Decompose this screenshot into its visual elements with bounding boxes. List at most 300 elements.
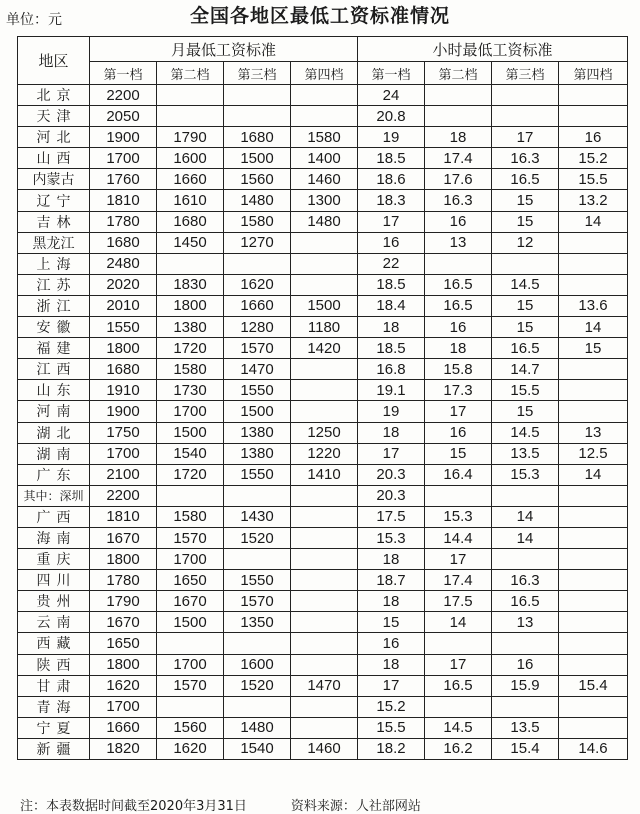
hourly-wage-cell: 20.3 (358, 485, 425, 506)
monthly-wage-cell: 1500 (157, 612, 224, 633)
region-cell: 甘肃 (18, 675, 90, 696)
monthly-wage-cell: 2100 (90, 464, 157, 485)
monthly-wage-cell: 1610 (157, 190, 224, 211)
monthly-wage-cell (291, 274, 358, 295)
monthly-wage-cell (291, 612, 358, 633)
table-row (18, 401, 628, 422)
monthly-wage-cell: 1570 (157, 675, 224, 696)
region-cell: 贵州 (18, 591, 90, 612)
region-cell: 青海 (18, 696, 90, 717)
monthly-wage-cell: 1800 (90, 654, 157, 675)
hourly-wage-cell (492, 485, 559, 506)
footer (20, 795, 421, 814)
monthly-wage-cell: 1480 (291, 211, 358, 232)
table-row (18, 232, 628, 253)
monthly-wage-cell (291, 506, 358, 527)
monthly-wage-cell: 1620 (224, 274, 291, 295)
monthly-wage-cell (157, 106, 224, 127)
tier-header: 第一档 (358, 62, 425, 85)
hourly-wage-cell: 17 (358, 211, 425, 232)
monthly-wage-cell (224, 106, 291, 127)
region-cell: 广西 (18, 506, 90, 527)
region-cell: 广东 (18, 464, 90, 485)
table-row (18, 612, 628, 633)
hourly-wage-cell (559, 253, 628, 274)
table-row (18, 549, 628, 570)
hourly-wage-cell: 16 (425, 211, 492, 232)
monthly-wage-cell: 1460 (291, 738, 358, 759)
region-cell: 天津 (18, 106, 90, 127)
monthly-wage-cell (157, 696, 224, 717)
hourly-wage-cell: 14.4 (425, 527, 492, 548)
monthly-wage-cell: 1720 (157, 338, 224, 359)
table-row (18, 506, 628, 527)
tier-header: 第三档 (492, 62, 559, 85)
monthly-wage-cell: 1790 (157, 127, 224, 148)
hourly-wage-cell: 24 (358, 85, 425, 106)
monthly-wage-cell (291, 696, 358, 717)
hourly-wage-cell: 18.7 (358, 570, 425, 591)
monthly-wage-cell: 1500 (291, 295, 358, 316)
hourly-wage-cell (559, 232, 628, 253)
monthly-wage-cell: 1500 (157, 422, 224, 443)
monthly-wage-cell: 1760 (90, 169, 157, 190)
monthly-wage-cell: 1910 (90, 380, 157, 401)
table-row (18, 675, 628, 696)
hourly-wage-cell (425, 106, 492, 127)
monthly-wage-cell: 1540 (157, 443, 224, 464)
monthly-wage-cell: 1620 (157, 738, 224, 759)
monthly-wage-cell (157, 485, 224, 506)
hourly-wage-cell: 17.5 (425, 591, 492, 612)
hourly-wage-cell (559, 591, 628, 612)
table-row (18, 106, 628, 127)
hourly-wage-cell: 13 (425, 232, 492, 253)
header-row-tiers (18, 62, 628, 85)
monthly-wage-cell: 1830 (157, 274, 224, 295)
hourly-wage-cell: 15 (492, 190, 559, 211)
region-cell: 西藏 (18, 633, 90, 654)
hourly-wage-cell: 12.5 (559, 443, 628, 464)
region-cell: 浙江 (18, 295, 90, 316)
monthly-wage-cell: 1520 (224, 527, 291, 548)
region-cell: 湖北 (18, 422, 90, 443)
hourly-wage-cell: 17.4 (425, 148, 492, 169)
monthly-wage-cell (291, 232, 358, 253)
region-cell: 黑龙江 (18, 232, 90, 253)
monthly-wage-cell: 1350 (224, 612, 291, 633)
hourly-wage-cell: 15.8 (425, 359, 492, 380)
hourly-wage-cell: 16.8 (358, 359, 425, 380)
table-row (18, 422, 628, 443)
hourly-wage-cell: 15.5 (358, 717, 425, 738)
monthly-wage-cell: 1570 (224, 591, 291, 612)
monthly-wage-cell: 1680 (90, 232, 157, 253)
region-cell: 陕西 (18, 654, 90, 675)
hourly-wage-cell: 18 (425, 338, 492, 359)
hourly-wage-cell: 16.5 (492, 169, 559, 190)
monthly-wage-cell: 1670 (90, 612, 157, 633)
table-row (18, 485, 628, 506)
monthly-wage-cell (224, 85, 291, 106)
monthly-wage-cell (224, 549, 291, 570)
monthly-wage-cell: 1600 (157, 148, 224, 169)
hourly-header: 小时最低工资标准 (358, 37, 628, 62)
hourly-wage-cell: 17 (425, 549, 492, 570)
monthly-wage-cell: 1700 (157, 549, 224, 570)
hourly-wage-cell: 18.3 (358, 190, 425, 211)
region-cell: 安徽 (18, 317, 90, 338)
hourly-wage-cell (559, 506, 628, 527)
monthly-wage-cell: 2200 (90, 485, 157, 506)
monthly-wage-cell: 1700 (157, 654, 224, 675)
region-cell: 河南 (18, 401, 90, 422)
monthly-wage-cell: 1810 (90, 506, 157, 527)
monthly-wage-cell (291, 717, 358, 738)
hourly-wage-cell: 18.5 (358, 148, 425, 169)
table-row (18, 654, 628, 675)
monthly-wage-cell: 1220 (291, 443, 358, 464)
hourly-wage-cell (492, 85, 559, 106)
monthly-wage-cell (291, 527, 358, 548)
region-cell: 山西 (18, 148, 90, 169)
hourly-wage-cell: 17.6 (425, 169, 492, 190)
hourly-wage-cell: 16.5 (492, 591, 559, 612)
table-row (18, 633, 628, 654)
hourly-wage-cell: 16 (492, 654, 559, 675)
monthly-wage-cell: 1470 (291, 675, 358, 696)
monthly-wage-cell (291, 485, 358, 506)
hourly-wage-cell (559, 527, 628, 548)
monthly-wage-cell: 1580 (291, 127, 358, 148)
table-row (18, 211, 628, 232)
table-row (18, 570, 628, 591)
region-cell: 江西 (18, 359, 90, 380)
tier-header: 第三档 (224, 62, 291, 85)
monthly-wage-cell: 1380 (224, 422, 291, 443)
monthly-wage-cell (291, 380, 358, 401)
monthly-wage-cell (224, 696, 291, 717)
monthly-wage-cell (291, 359, 358, 380)
monthly-wage-cell (291, 570, 358, 591)
hourly-wage-cell (559, 106, 628, 127)
hourly-wage-cell: 16.5 (425, 295, 492, 316)
monthly-wage-cell: 1450 (157, 232, 224, 253)
hourly-wage-cell (559, 654, 628, 675)
hourly-wage-cell: 14 (425, 612, 492, 633)
monthly-wage-cell: 1650 (157, 570, 224, 591)
monthly-wage-cell: 1570 (224, 338, 291, 359)
hourly-wage-cell (492, 549, 559, 570)
hourly-wage-cell: 18 (358, 654, 425, 675)
hourly-wage-cell: 18.5 (358, 274, 425, 295)
region-header: 地区 (18, 37, 90, 85)
hourly-wage-cell: 14.5 (425, 717, 492, 738)
hourly-wage-cell: 16.5 (425, 274, 492, 295)
region-cell: 海南 (18, 527, 90, 548)
monthly-wage-cell: 1480 (224, 190, 291, 211)
hourly-wage-cell: 16.4 (425, 464, 492, 485)
hourly-wage-cell: 18 (425, 127, 492, 148)
hourly-wage-cell: 16.3 (492, 570, 559, 591)
region-cell: 重庆 (18, 549, 90, 570)
hourly-wage-cell: 16.5 (492, 338, 559, 359)
monthly-wage-cell: 1700 (157, 401, 224, 422)
hourly-wage-cell (559, 612, 628, 633)
hourly-wage-cell: 18 (358, 422, 425, 443)
hourly-wage-cell: 16 (358, 232, 425, 253)
hourly-wage-cell: 13.5 (492, 717, 559, 738)
monthly-wage-cell: 1580 (224, 211, 291, 232)
table-row (18, 359, 628, 380)
hourly-wage-cell (425, 85, 492, 106)
monthly-wage-cell: 1560 (224, 169, 291, 190)
hourly-wage-cell (492, 106, 559, 127)
monthly-wage-cell: 1480 (224, 717, 291, 738)
hourly-wage-cell (559, 549, 628, 570)
monthly-wage-cell: 1670 (90, 527, 157, 548)
table-row (18, 253, 628, 274)
hourly-wage-cell: 16.3 (425, 190, 492, 211)
monthly-wage-cell: 1800 (90, 549, 157, 570)
monthly-wage-cell: 1660 (157, 169, 224, 190)
tier-header: 第四档 (559, 62, 628, 85)
hourly-wage-cell (425, 485, 492, 506)
hourly-wage-cell (492, 633, 559, 654)
hourly-wage-cell: 15.5 (492, 380, 559, 401)
hourly-wage-cell: 15.2 (559, 148, 628, 169)
hourly-wage-cell (559, 570, 628, 591)
hourly-wage-cell: 20.3 (358, 464, 425, 485)
monthly-wage-cell: 1720 (157, 464, 224, 485)
hourly-wage-cell: 15 (492, 211, 559, 232)
monthly-header: 月最低工资标准 (90, 37, 358, 62)
region-cell: 宁夏 (18, 717, 90, 738)
hourly-wage-cell: 16.5 (425, 675, 492, 696)
table-row (18, 717, 628, 738)
region-cell: 山东 (18, 380, 90, 401)
hourly-wage-cell: 15 (425, 443, 492, 464)
unit-label: 单位：元 (6, 12, 62, 28)
monthly-wage-cell: 2010 (90, 295, 157, 316)
hourly-wage-cell: 17 (425, 401, 492, 422)
table-row (18, 317, 628, 338)
monthly-wage-cell: 1680 (90, 359, 157, 380)
hourly-wage-cell: 15 (492, 295, 559, 316)
hourly-wage-cell: 20.8 (358, 106, 425, 127)
footer-note: 注：本表数据时间截至2020年3月31日 (20, 799, 247, 814)
tier-header: 第二档 (157, 62, 224, 85)
monthly-wage-cell (157, 633, 224, 654)
table-row (18, 190, 628, 211)
hourly-wage-cell: 17 (358, 675, 425, 696)
monthly-wage-cell: 2480 (90, 253, 157, 274)
hourly-wage-cell: 15.4 (492, 738, 559, 759)
hourly-wage-cell: 16 (559, 127, 628, 148)
region-cell: 内蒙古 (18, 169, 90, 190)
hourly-wage-cell: 12 (492, 232, 559, 253)
hourly-wage-cell: 18.5 (358, 338, 425, 359)
monthly-wage-cell: 1500 (224, 401, 291, 422)
region-cell: 辽宁 (18, 190, 90, 211)
hourly-wage-cell (559, 717, 628, 738)
hourly-wage-cell: 15.5 (559, 169, 628, 190)
monthly-wage-cell (224, 485, 291, 506)
monthly-wage-cell: 1410 (291, 464, 358, 485)
monthly-wage-cell: 1460 (291, 169, 358, 190)
tier-header: 第四档 (291, 62, 358, 85)
hourly-wage-cell (492, 253, 559, 274)
hourly-wage-cell: 14 (492, 527, 559, 548)
monthly-wage-cell: 1560 (157, 717, 224, 738)
monthly-wage-cell: 1900 (90, 127, 157, 148)
hourly-wage-cell: 15.3 (358, 527, 425, 548)
hourly-wage-cell: 15 (358, 612, 425, 633)
monthly-wage-cell: 1300 (291, 190, 358, 211)
hourly-wage-cell: 14.6 (559, 738, 628, 759)
monthly-wage-cell: 1420 (291, 338, 358, 359)
hourly-wage-cell: 19 (358, 401, 425, 422)
hourly-wage-cell: 18 (358, 317, 425, 338)
hourly-wage-cell: 18.2 (358, 738, 425, 759)
hourly-wage-cell (492, 696, 559, 717)
monthly-wage-cell (291, 106, 358, 127)
table-row (18, 380, 628, 401)
hourly-wage-cell (425, 253, 492, 274)
hourly-wage-cell: 14.7 (492, 359, 559, 380)
hourly-wage-cell: 16.3 (492, 148, 559, 169)
hourly-wage-cell: 14 (559, 464, 628, 485)
region-cell: 新疆 (18, 738, 90, 759)
table-row (18, 148, 628, 169)
table-row (18, 443, 628, 464)
monthly-wage-cell (291, 549, 358, 570)
hourly-wage-cell: 15.4 (559, 675, 628, 696)
tier-header: 第二档 (425, 62, 492, 85)
monthly-wage-cell: 1650 (90, 633, 157, 654)
region-cell: 江苏 (18, 274, 90, 295)
hourly-wage-cell: 14.5 (492, 274, 559, 295)
monthly-wage-cell: 2020 (90, 274, 157, 295)
monthly-wage-cell: 1780 (90, 211, 157, 232)
monthly-wage-cell (291, 85, 358, 106)
monthly-wage-cell (291, 253, 358, 274)
hourly-wage-cell: 16 (358, 633, 425, 654)
monthly-wage-cell (291, 633, 358, 654)
table-row (18, 591, 628, 612)
hourly-wage-cell: 13.2 (559, 190, 628, 211)
monthly-wage-cell: 1800 (90, 338, 157, 359)
monthly-wage-cell: 1900 (90, 401, 157, 422)
hourly-wage-cell: 16 (425, 317, 492, 338)
hourly-wage-cell: 15 (492, 317, 559, 338)
monthly-wage-cell: 1670 (157, 591, 224, 612)
monthly-wage-cell: 1660 (224, 295, 291, 316)
monthly-wage-cell: 1580 (157, 359, 224, 380)
monthly-wage-cell: 1540 (224, 738, 291, 759)
monthly-wage-cell: 1380 (224, 443, 291, 464)
hourly-wage-cell: 18 (358, 591, 425, 612)
hourly-wage-cell: 14 (559, 211, 628, 232)
hourly-wage-cell (559, 485, 628, 506)
monthly-wage-cell (291, 591, 358, 612)
hourly-wage-cell: 16.2 (425, 738, 492, 759)
hourly-wage-cell: 17 (492, 127, 559, 148)
monthly-wage-cell (224, 633, 291, 654)
hourly-wage-cell: 17 (358, 443, 425, 464)
monthly-wage-cell: 1550 (224, 570, 291, 591)
monthly-wage-cell: 2050 (90, 106, 157, 127)
monthly-wage-cell: 1270 (224, 232, 291, 253)
region-cell: 其中：深圳 (18, 485, 90, 506)
hourly-wage-cell: 13.6 (559, 295, 628, 316)
monthly-wage-cell (157, 253, 224, 274)
hourly-wage-cell: 15 (492, 401, 559, 422)
hourly-wage-cell: 22 (358, 253, 425, 274)
monthly-wage-cell: 1580 (157, 506, 224, 527)
hourly-wage-cell: 18 (358, 549, 425, 570)
monthly-wage-cell: 1500 (224, 148, 291, 169)
table-row (18, 464, 628, 485)
monthly-wage-cell: 1550 (90, 317, 157, 338)
monthly-wage-cell: 1810 (90, 190, 157, 211)
region-cell: 河北 (18, 127, 90, 148)
region-cell: 吉林 (18, 211, 90, 232)
hourly-wage-cell: 17.5 (358, 506, 425, 527)
region-cell: 云南 (18, 612, 90, 633)
hourly-wage-cell: 14.5 (492, 422, 559, 443)
table-row (18, 169, 628, 190)
hourly-wage-cell: 15.9 (492, 675, 559, 696)
hourly-wage-cell: 18.6 (358, 169, 425, 190)
monthly-wage-cell: 1790 (90, 591, 157, 612)
table-row (18, 295, 628, 316)
hourly-wage-cell: 14 (492, 506, 559, 527)
hourly-wage-cell (559, 274, 628, 295)
hourly-wage-cell: 19 (358, 127, 425, 148)
table-row (18, 274, 628, 295)
monthly-wage-cell (291, 654, 358, 675)
hourly-wage-cell (559, 359, 628, 380)
table-row (18, 527, 628, 548)
monthly-wage-cell: 1660 (90, 717, 157, 738)
hourly-wage-cell: 15.2 (358, 696, 425, 717)
hourly-wage-cell (559, 696, 628, 717)
page-title: 全国各地区最低工资标准情况 (189, 5, 450, 27)
monthly-wage-cell: 1680 (224, 127, 291, 148)
table-row (18, 338, 628, 359)
monthly-wage-cell: 1780 (90, 570, 157, 591)
monthly-wage-cell: 1620 (90, 675, 157, 696)
monthly-wage-cell: 1400 (291, 148, 358, 169)
region-cell: 福建 (18, 338, 90, 359)
wage-table (17, 36, 628, 760)
hourly-wage-cell: 16 (425, 422, 492, 443)
hourly-wage-cell: 13 (492, 612, 559, 633)
monthly-wage-cell: 1700 (90, 443, 157, 464)
monthly-wage-cell (291, 401, 358, 422)
footer-source: 资料来源：人社部网站 (290, 799, 421, 814)
monthly-wage-cell: 1680 (157, 211, 224, 232)
region-cell: 湖南 (18, 443, 90, 464)
monthly-wage-cell: 1430 (224, 506, 291, 527)
monthly-wage-cell: 1570 (157, 527, 224, 548)
hourly-wage-cell: 15.3 (425, 506, 492, 527)
region-cell: 上海 (18, 253, 90, 274)
hourly-wage-cell: 17 (425, 654, 492, 675)
monthly-wage-cell: 1280 (224, 317, 291, 338)
table-row (18, 696, 628, 717)
